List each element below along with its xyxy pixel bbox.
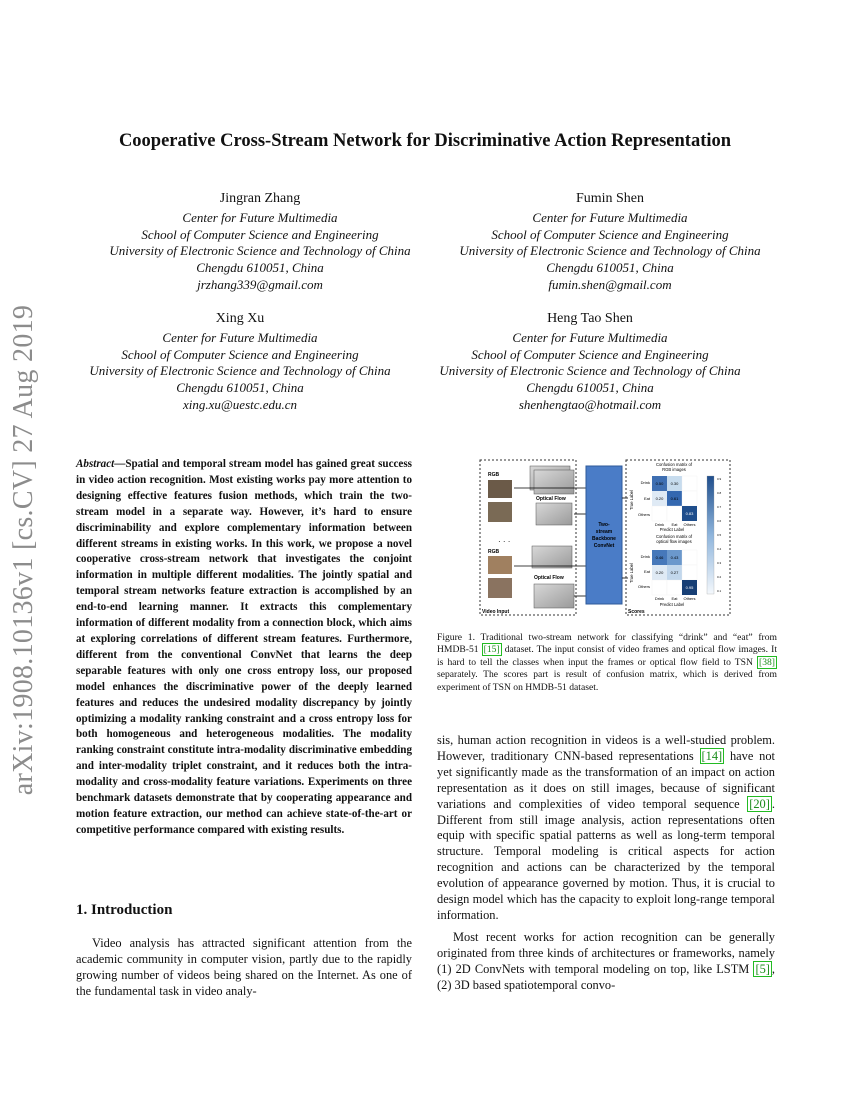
arxiv-id[interactable]: arXiv:1908.10136v1 [cs.CV] 27 Aug 2019 [8, 304, 39, 796]
cm2-predict-label: Predict Label [659, 602, 685, 607]
author-name: Jingran Zhang [219, 191, 301, 206]
backbone-label: ConvNet [593, 543, 615, 549]
cm1-value: 0.20 [655, 496, 664, 501]
optical-flow-frame [532, 546, 572, 568]
figure-1-diagram [478, 458, 733, 618]
optical-flow-frame [534, 584, 574, 608]
colorbar-tick: 0.3 [717, 561, 722, 565]
intro-paragraph-1: Video analysis has attracted significant attention from the academic community in computer vision, partly due to the rapidly growing number of videos being shared on the Internet. As one of the fundamental task in video analy- [76, 936, 412, 998]
cm1-value: 0.61 [670, 496, 679, 501]
cm2-title: optical flow images [656, 539, 692, 544]
paragraph-text: Most recent works for action recognition can be generally originated from three kinds of architectures or frameworks, namely (1) 2D ConvNets with temporal modeling on top, like LSTM [437, 929, 775, 976]
author-block-1 [70, 191, 450, 294]
cm1-true-label: True Label [629, 490, 634, 510]
author-affiliation: School of Computer Science and Engineering [491, 226, 729, 242]
cm2-class-label: Eat [671, 596, 678, 601]
colorbar-tick: 0.8 [717, 491, 722, 495]
section-heading-introduction: 1. Introduction [76, 902, 173, 918]
cm2-value: 0.27 [670, 570, 679, 575]
figure-caption [437, 632, 777, 694]
author-block-2 [420, 191, 800, 294]
author-address: Chengdu 610051, China [196, 260, 324, 276]
colorbar-tick: 0.9 [717, 477, 722, 481]
citation-link[interactable]: [5] [755, 961, 770, 976]
citation-link[interactable]: [20] [749, 796, 770, 811]
abstract-label: Abstract [76, 458, 115, 470]
scores-label: Scores [628, 609, 645, 615]
rgb-frame [488, 480, 512, 498]
author-email[interactable]: shenhengtao@hotmail.com [518, 396, 662, 412]
author-affiliation: School of Computer Science and Engineering [471, 346, 709, 362]
cm1-value: 0.30 [670, 481, 679, 486]
intro-paragraph-2 [437, 733, 775, 924]
backbone-convnet [586, 466, 622, 604]
cm1-class-label: Eat [671, 522, 678, 527]
colorbar-tick: 0.7 [717, 505, 722, 509]
cm1-cell [667, 506, 682, 521]
cm1-class-label: Others [637, 512, 650, 517]
author-name: Fumin Shen [575, 191, 645, 206]
cm1-cell [682, 491, 697, 506]
cm1-value: 0.50 [655, 481, 664, 486]
author-name: Xing Xu [215, 311, 265, 326]
arxiv-stamp [4, 304, 44, 796]
author-block-4 [400, 311, 780, 414]
optical-flow-label: Optical Flow [536, 496, 566, 502]
cm2-class-label: Eat [643, 569, 650, 574]
rgb-frame [488, 578, 512, 598]
rgb-frame [488, 502, 512, 522]
cm2-class-label: Others [683, 596, 696, 601]
colorbar-tick: 0.6 [717, 519, 722, 523]
cm2-true-label: True Label [629, 563, 634, 583]
optical-flow-label: Optical Flow [534, 575, 564, 581]
author-affiliation: Center for Future Multimedia [512, 329, 668, 345]
cm1-value: 0.83 [685, 511, 694, 516]
author-affiliation: University of Electronic Science and Technology of China [459, 243, 761, 259]
author-name: Heng Tao Shen [547, 311, 633, 326]
author-email[interactable]: jrzhang339@gmail.com [197, 276, 323, 292]
author-email[interactable]: xing.xu@uestc.edu.cn [182, 396, 298, 412]
optical-flow-frame [536, 503, 572, 525]
abstract-text: —Spatial and temporal stream model has gained great success in video action recognition. Most existing works pay more attention to designing effective features fusion methods, which train the two-stream model in a separate way. However, it’s hard to ensure discriminability and explore complementary information between different streams in existing works. In this work, we propose a novel cooperative cross-stream network that investigates the conjoint information in multiple different modalities. The jointly spatial and temporal stream networks feature extraction is accomplished by an end-to-end learning manner. It extracts this complementary information of different modality from a connection block, which aims at exploring correlations of different stream features. Furthermore, different from the conventional ConvNet that learns the deep separable features with only one cross entropy loss, our proposed model enhances the discriminative power of the deeply learned features and reduces the undesired modality discrepancy by jointly optimizing a modality ranking constraint and a cross entropy loss for both homogeneous and heterogeneous modalities. The modality ranking constraint constitute intra-modality discriminative embedding and inter-modality triplet constraint, and it reduces both the intra-modality and cross-modality feature variations. Experiments on three benchmark datasets demonstrate that by cooperating appearance and motion feature extraction, our method can achieve state-of-the-art or competitive performance compared with existing results. [76, 458, 412, 836]
caption-text: dataset. The input consist of video frames and optical flow images. It is hard to tell the classes when input the frames or optical flow field to TSN [437, 644, 777, 668]
colorbar [707, 476, 714, 594]
cm2-cell [652, 580, 667, 595]
backbone-label: stream [595, 529, 613, 535]
abstract [76, 457, 412, 839]
author-address: Chengdu 610051, China [546, 260, 674, 276]
intro-paragraph-3 [437, 930, 775, 994]
cm2-cell [682, 550, 697, 565]
cm1-cell [652, 506, 667, 521]
author-affiliation: University of Electronic Science and Technology of China [109, 243, 411, 259]
citation-link[interactable]: [14] [701, 748, 723, 763]
colorbar-tick: 0.1 [717, 589, 722, 593]
ellipsis: · · · [498, 537, 511, 546]
optical-flow-frame [534, 470, 574, 494]
author-affiliation: School of Computer Science and Engineering [121, 346, 359, 362]
author-block-3 [50, 311, 430, 414]
cm2-value: 0.43 [670, 555, 679, 560]
caption-text: separately. The scores part is result of confusion matrix, which is derived from experiment of TSN on HMDB-51 dataset. [437, 669, 777, 693]
cm2-value: 0.95 [685, 585, 694, 590]
figure-1 [478, 458, 733, 618]
cm1-predict-label: Predict Label [659, 527, 685, 532]
rgb-label: RGB [488, 472, 500, 478]
cm2-cell [682, 565, 697, 580]
colorbar-tick: 0.4 [717, 547, 722, 551]
author-address: Chengdu 610051, China [526, 380, 654, 396]
cm2-cell [667, 580, 682, 595]
intro-left-column [76, 936, 412, 1006]
author-affiliation: University of Electronic Science and Technology of China [439, 363, 741, 379]
colorbar-tick: 0.2 [717, 575, 722, 579]
author-affiliation: Center for Future Multimedia [162, 329, 318, 345]
cm1-class-label: Drink [640, 480, 650, 485]
author-affiliation: School of Computer Science and Engineering [141, 226, 379, 242]
backbone-label: Backbone [592, 536, 616, 542]
paragraph-text: sis, human action recognition in videos is a well-studied problem. However, traditionary CNN-based representations [437, 733, 775, 763]
author-affiliation: Center for Future Multimedia [182, 209, 338, 225]
cm1-class-label: Eat [643, 496, 650, 501]
cm2-title: Confusion matrix of [655, 534, 693, 539]
rgb-label: RGB [488, 549, 500, 555]
paragraph-text: , (2) 3D based spatiotemporal convo- [437, 961, 775, 992]
video-input-label: Video Input [482, 609, 510, 615]
cm1-class-label: Others [683, 522, 696, 527]
cm2-class-label: Others [637, 584, 650, 589]
citation-link[interactable]: [38] [759, 656, 775, 668]
paragraph-text: . Different from still image analysis, action representations often equip with specific spatial patterns as well as long-term temporal structure. Temporal modeling is critical aspects for action recognition and actions can be characterized by the temporal evolution of appearance governed by motion. Thus, it is crucial to design model which has the capacity to exploit long-range temporal information. [437, 796, 775, 922]
author-email[interactable]: fumin.shen@gmail.com [548, 276, 672, 292]
author-affiliation: University of Electronic Science and Technology of China [89, 363, 391, 379]
caption-text: Figure 1. Traditional two-stream network for classifying “drink” and “eat” from HMDB-51 [437, 632, 777, 656]
cm2-class-label: Drink [640, 554, 650, 559]
paragraph-text: have not yet significantly made as the transformation of an impact on action representation as it does on still images, because of significant variations and complexities of video temporal sequence [437, 748, 775, 811]
cm1-class-label: Drink [654, 522, 665, 527]
cm1-title: RGB images [662, 467, 686, 472]
cm2-value: 0.46 [655, 555, 664, 560]
intro-right-column [437, 733, 775, 1000]
author-address: Chengdu 610051, China [176, 380, 304, 396]
cm1-title: Confusion matrix of [655, 462, 693, 467]
citation-link[interactable]: [15] [483, 644, 500, 656]
cm2-value: 0.20 [655, 570, 664, 575]
colorbar-tick: 0.5 [717, 533, 722, 537]
rgb-frame [488, 556, 512, 574]
paper-title: Cooperative Cross-Stream Network for Discriminative Action Representation [118, 131, 732, 151]
cm1-cell [682, 476, 697, 491]
cm2-class-label: Drink [654, 596, 665, 601]
author-affiliation: Center for Future Multimedia [532, 209, 688, 225]
backbone-label: Two- [598, 522, 610, 528]
